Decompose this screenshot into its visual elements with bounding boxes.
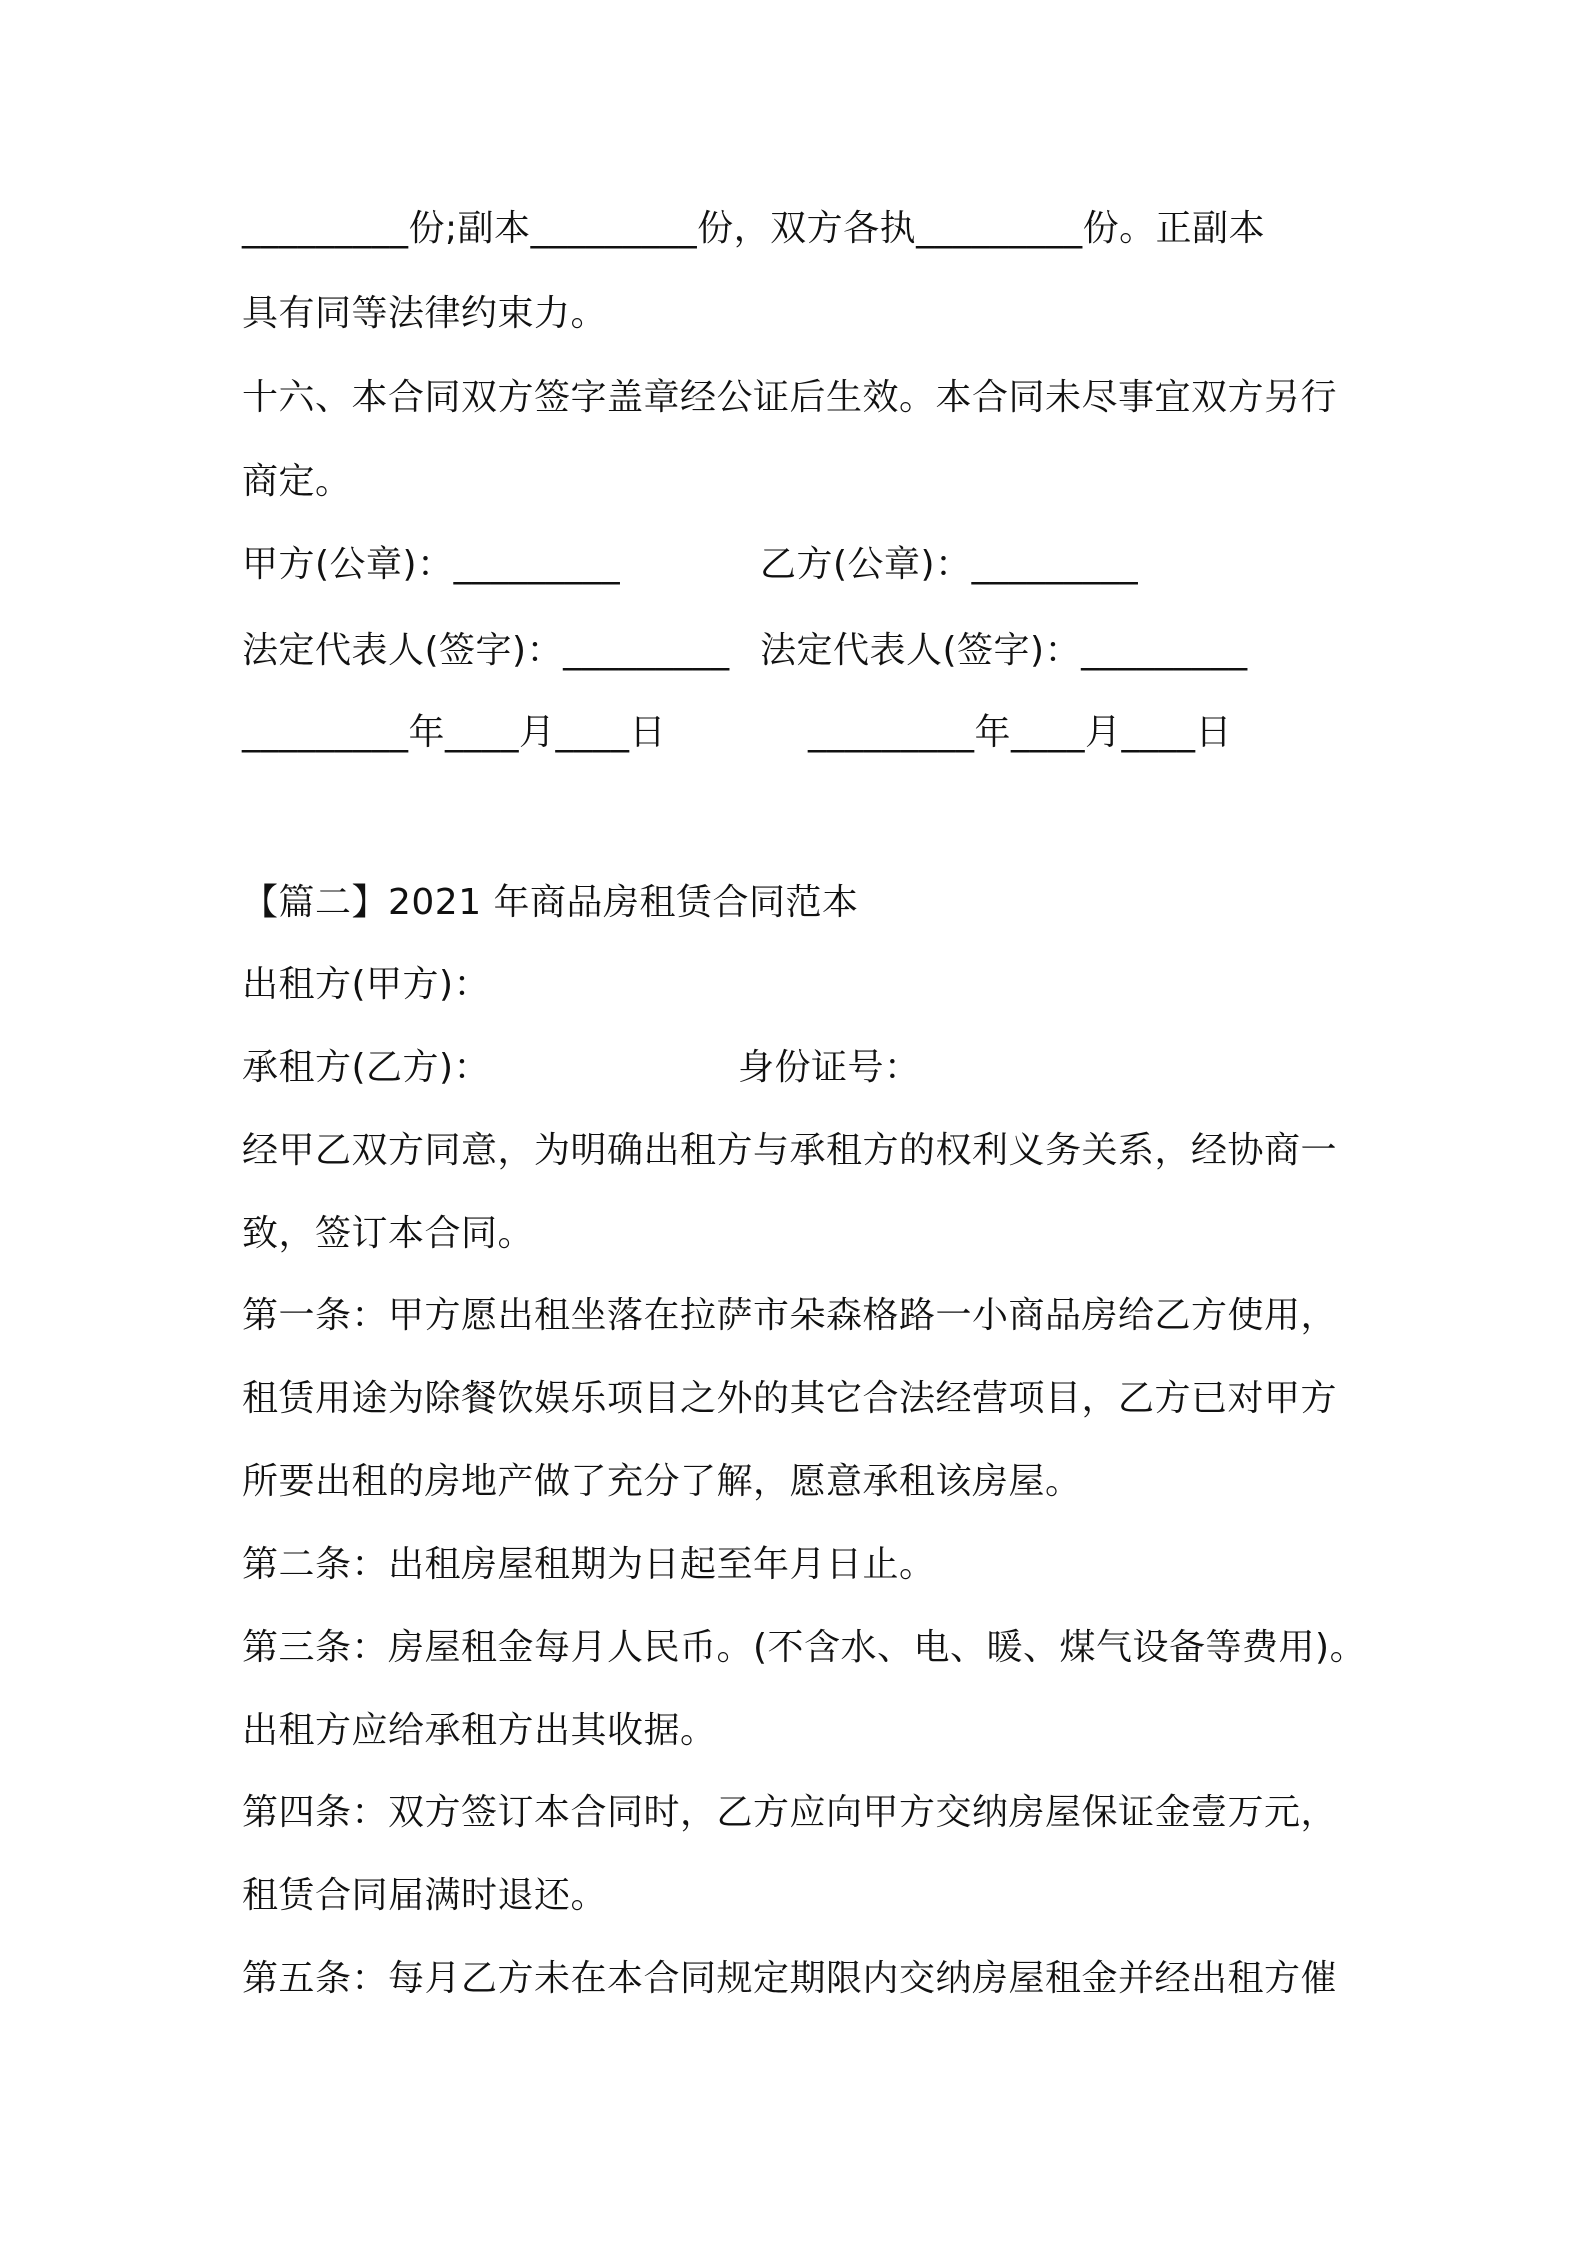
text-line: 十六、本合同双方签字盖章经公证后生效。本合同未尽事宜双方另行 [242, 377, 1338, 418]
text-line: 第三条：房屋租金每月人民币。(不含水、电、暖、煤气设备等费用)。 [242, 1627, 1367, 1668]
text-line: 第一条：甲方愿出租坐落在拉萨市朵森格路一小商品房给乙方使用， [242, 1295, 1338, 1336]
text-line: 第五条：每月乙方未在本合同规定期限内交纳房屋租金并经出租方催 [242, 1958, 1338, 1999]
legal-rep-a: 法定代表人(签字)：_________ [242, 630, 730, 671]
text-line: 第二条：出租房屋租期为日起至年月日止。 [242, 1544, 936, 1585]
text-line: 经甲乙双方同意，为明确出租方与承租方的权利义务关系，经协商一 [242, 1130, 1338, 1171]
date-a: _________年____月____日 [242, 712, 666, 753]
id-number-label: 身份证号： [738, 1047, 921, 1088]
text-line: 第四条：双方签订本合同时，乙方应向甲方交纳房屋保证金壹万元， [242, 1792, 1338, 1833]
text-line: 租赁用途为除餐饮娱乐项目之外的其它合法经营项目，乙方已对甲方 [242, 1378, 1338, 1419]
lessor-label: 出租方(甲方)： [242, 964, 491, 1005]
legal-rep-b: 法定代表人(签字)：_________ [760, 630, 1248, 671]
party-a-seal: 甲方(公章)：_________ [242, 544, 621, 585]
text-line: 具有同等法律约束力。 [242, 293, 608, 334]
party-b-seal: 乙方(公章)：_________ [760, 544, 1139, 585]
text-line: 出租方应给承租方出其收据。 [242, 1710, 717, 1751]
date-b: _________年____月____日 [808, 712, 1232, 753]
text-line: 致，签订本合同。 [242, 1213, 535, 1254]
section-title: 【篇二】2021 年商品房租赁合同范本 [242, 882, 859, 923]
text-line: 商定。 [242, 461, 352, 502]
text-line: _________份;副本_________份，双方各执_________份。正副本 [242, 208, 1266, 249]
text-line: 租赁合同届满时退还。 [242, 1875, 608, 1916]
text-line: 所要出租的房地产做了充分了解，愿意承租该房屋。 [242, 1461, 1082, 1502]
lessee-label: 承租方(乙方)： [242, 1047, 491, 1088]
